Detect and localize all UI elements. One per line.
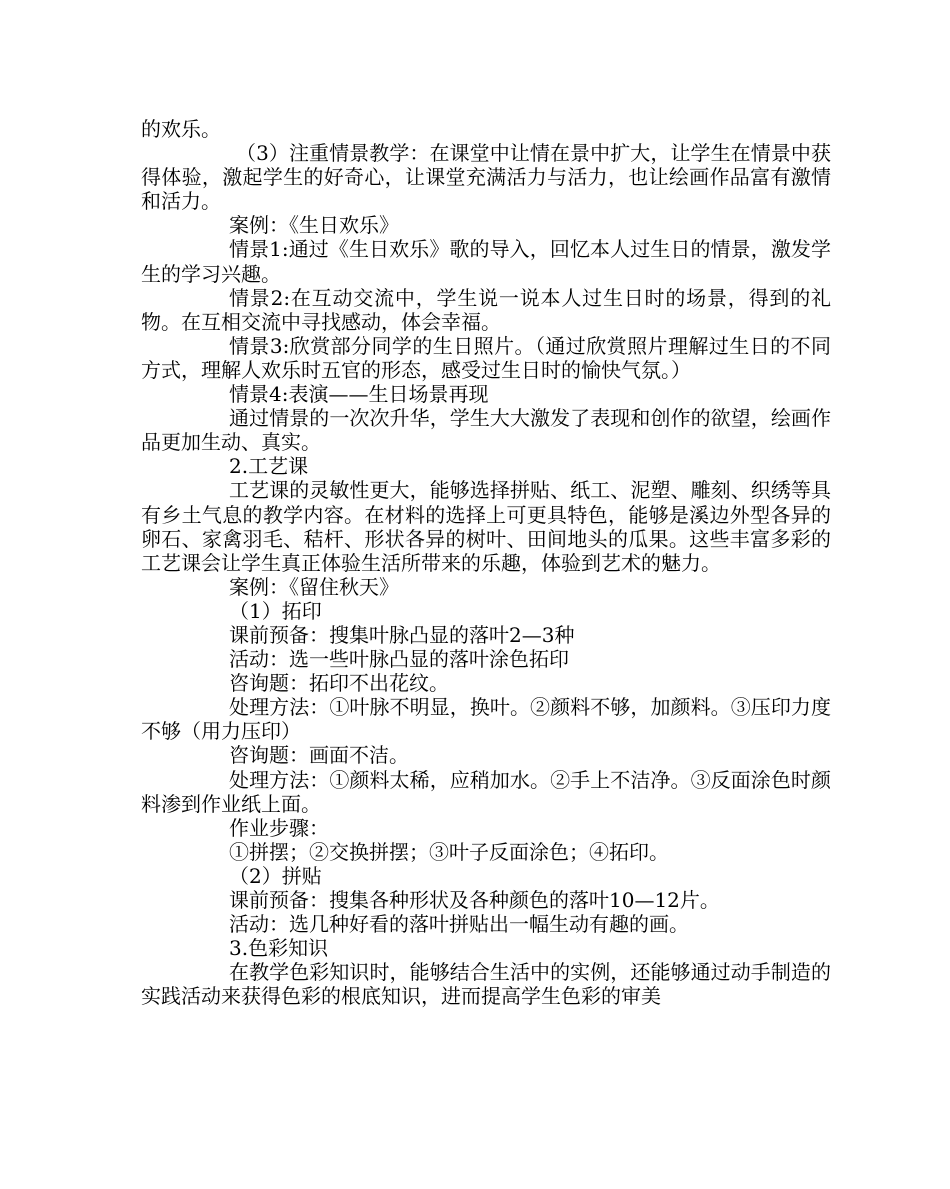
paragraph: ①拼摆；②交换拼摆；③叶子反面涂色；④拓印。 xyxy=(229,839,669,864)
document-body xyxy=(141,117,831,1008)
paragraph: （3）注重情景教学：在课堂中让情在景中扩大，让学生在情景中获得体验，激起学生的好奇心，让课堂充满活力与活力，也让绘画作品富有激情和活力。 xyxy=(141,141,831,214)
paragraph: 情景4:表演——生日场景再现 xyxy=(229,382,489,407)
paragraph: 情景3:欣赏部分同学的生日照片。（通过欣赏照片理解过生日的不同方式，理解人欢乐时五官的形态，感受过生日时的愉快气氛。） xyxy=(141,333,831,382)
paragraph: 处理方法：①颜料太稀，应稍加水。②手上不洁净。③反面涂色时颜料渗到作业纸上面。 xyxy=(141,767,831,816)
paragraph: 情景2:在互动交流中，学生说一说本人过生日时的场景，得到的礼物。在互相交流中寻找感动，体会幸福。 xyxy=(141,285,831,334)
paragraph: （2）拼贴 xyxy=(229,863,322,888)
paragraph: 处理方法：①叶脉不明显，换叶。②颜料不够，加颜料。③压印力度不够（用力压印） xyxy=(141,695,831,744)
paragraph: 课前预备：搜集叶脉凸显的落叶2—3种 xyxy=(229,622,575,647)
paragraph: 情景1:通过《生日欢乐》歌的导入，回忆本人过生日的情景，激发学生的学习兴趣。 xyxy=(141,237,831,286)
paragraph: 作业步骤： xyxy=(229,815,329,840)
section-heading: 2.工艺课 xyxy=(229,454,309,479)
paragraph: 工艺课的灵敏性更大，能够选择拼贴、纸工、泥塑、雕刻、织绣等具有乡土气息的教学内容。在材料的选择上可更具特色，能够是溪边外型各异的卵石、家禽羽毛、秸杆、形状各异的树叶、田间地头的瓜果。这些丰富多彩的工艺课会让学生真正体验生活所带来的乐趣，体验到艺术的魅力。 xyxy=(141,478,831,575)
paragraph: 课前预备：搜集各种形状及各种颜色的落叶10—12片。 xyxy=(229,888,720,912)
paragraph: 案例：《生日欢乐》 xyxy=(229,213,399,238)
paragraph: 咨询题：画面不洁。 xyxy=(229,743,409,768)
paragraph: 咨询题：拓印不出花纹。 xyxy=(229,671,449,696)
paragraph: 的欢乐。 xyxy=(141,117,221,141)
section-heading: 3.色彩知识 xyxy=(229,936,329,961)
paragraph: （1）拓印 xyxy=(229,598,322,623)
paragraph: 案例：《留住秋天》 xyxy=(229,574,399,599)
paragraph: 活动：选几种好看的落叶拼贴出一幅生动有趣的画。 xyxy=(229,912,689,937)
paragraph: 活动：选一些叶脉凸显的落叶涂色拓印 xyxy=(229,647,569,672)
paragraph: 在教学色彩知识时，能够结合生活中的实例，还能够通过动手制造的实践活动来获得色彩的根底知识，进而提高学生色彩的审美 xyxy=(141,960,831,1009)
paragraph: 通过情景的一次次升华，学生大大激发了表现和创作的欲望，绘画作品更加生动、真实。 xyxy=(141,406,831,455)
